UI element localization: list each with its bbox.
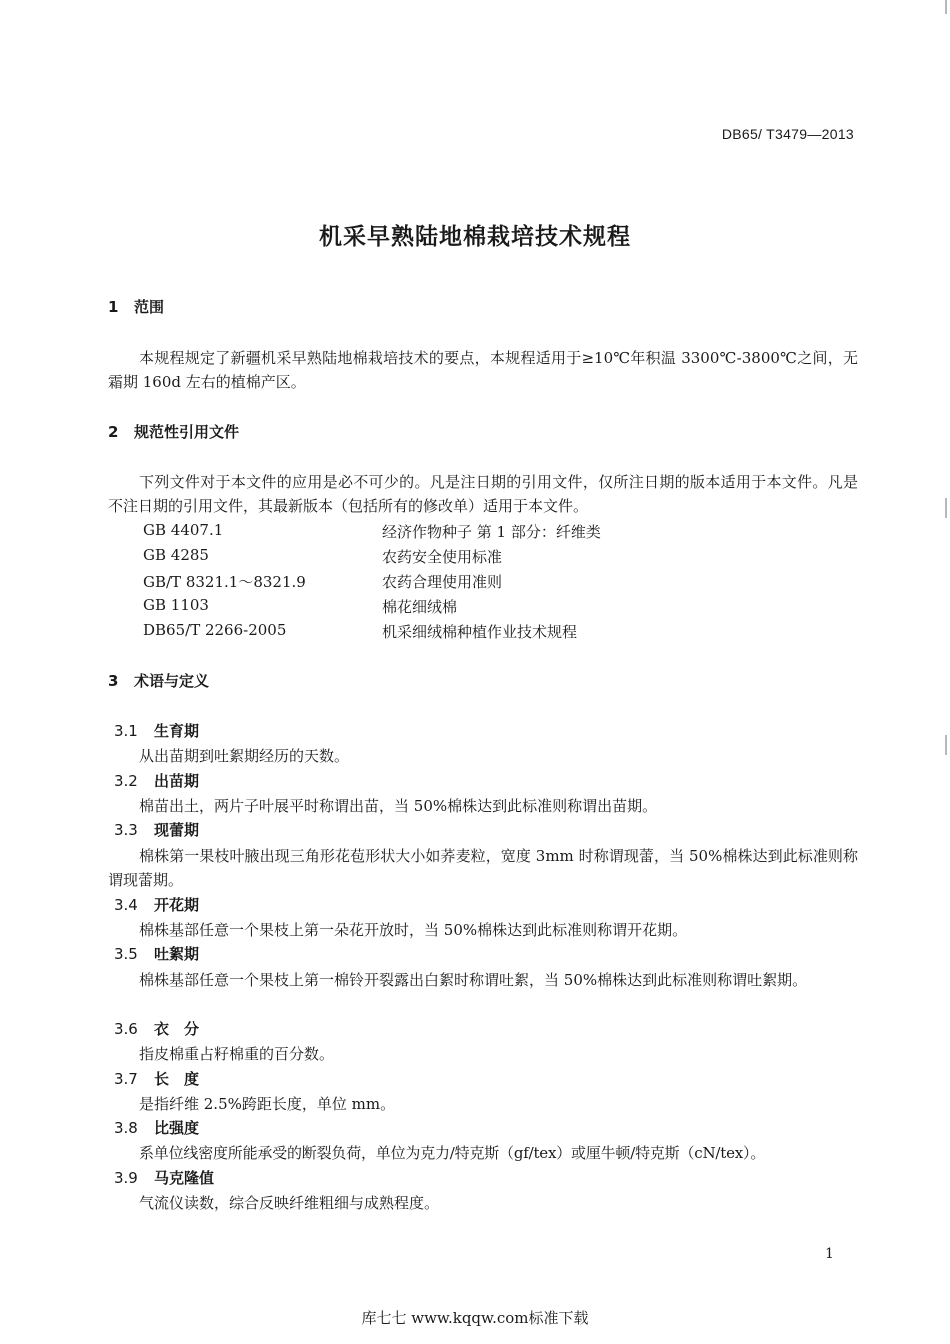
term-name: 现蕾期 <box>154 821 200 839</box>
term-heading <box>114 1167 214 1188</box>
reference-row <box>0 571 950 593</box>
page-title: 机采早熟陆地棉栽培技术规程 <box>319 224 631 250</box>
term-number: 3.1 <box>114 722 138 740</box>
term-name: 衣 分 <box>154 1020 200 1038</box>
reference-code: DB65/T 2266-2005 <box>143 621 287 639</box>
term-definition: 棉株基部任意一个果枝上第一朵花开放时，当 50%棉株达到此标准则称谓开花期。 <box>139 921 688 939</box>
term-definition: 棉株第一果枝叶腋出现三角形花苞形状大小如荞麦粒，宽度 3mm 时称谓现蕾，当 50%棉株达到此标准则称谓现蕾期。 <box>108 847 858 889</box>
term-definition: 棉株基部任意一个果枝上第一棉铃开裂露出白絮时称谓吐絮，当 50%棉株达到此标准则称谓吐絮期。 <box>139 971 808 989</box>
term-number: 3.2 <box>114 772 138 790</box>
scan-edge-mark <box>945 0 947 14</box>
term-definition: 气流仪读数，综合反映纤维粗细与成熟程度。 <box>139 1194 440 1212</box>
term-name: 吐絮期 <box>154 945 200 963</box>
reference-row <box>0 546 950 568</box>
section-number: 1 <box>108 298 119 316</box>
term-definition: 棉苗出土，两片子叶展平时称谓出苗，当 50%棉株达到此标准则称谓出苗期。 <box>139 797 658 815</box>
term-definition: 指皮棉重占籽棉重的百分数。 <box>139 1045 335 1063</box>
section-title: 规范性引用文件 <box>134 423 240 441</box>
term-number: 3.8 <box>114 1119 138 1137</box>
section-number: 3 <box>108 672 119 690</box>
term-heading <box>114 1018 199 1039</box>
reference-row <box>0 596 950 618</box>
term-name: 开花期 <box>154 896 200 914</box>
section-heading-references <box>108 421 239 442</box>
reference-name: 经济作物种子 第 1 部分：纤维类 <box>382 523 601 541</box>
scan-edge-mark <box>945 735 947 755</box>
term-number: 3.7 <box>114 1070 138 1088</box>
section-heading-terms <box>108 670 209 691</box>
term-heading <box>114 943 199 964</box>
reference-row <box>0 621 950 643</box>
term-number: 3.3 <box>114 821 138 839</box>
reference-name: 农药合理使用准则 <box>382 573 503 591</box>
term-heading <box>114 1117 199 1138</box>
term-number: 3.9 <box>114 1169 138 1187</box>
section-title: 术语与定义 <box>134 672 210 690</box>
section-title: 范围 <box>134 298 165 316</box>
scope-paragraph: 本规程规定了新疆机采早熟陆地棉栽培技术的要点，本规程适用于≥10℃年积温 3300℃-3800℃之间，无霜期 160d 左右的植棉产区。 <box>108 349 858 391</box>
reference-code: GB 4407.1 <box>143 521 224 539</box>
term-number: 3.4 <box>114 896 138 914</box>
references-intro: 下列文件对于本文件的应用是必不可少的。凡是注日期的引用文件，仅所注日期的版本适用于本文件。凡是不注日期的引用文件，其最新版本（包括所有的修改单）适用于本文件。 <box>108 473 858 515</box>
reference-name: 农药安全使用标准 <box>382 548 503 566</box>
term-name: 比强度 <box>154 1119 200 1137</box>
term-definition: 从出苗期到吐絮期经历的天数。 <box>139 747 350 765</box>
term-name: 出苗期 <box>154 772 200 790</box>
section-heading-scope <box>108 296 164 317</box>
term-name: 生育期 <box>154 722 200 740</box>
reference-name: 棉花细绒棉 <box>382 598 458 616</box>
term-heading <box>114 770 199 791</box>
term-heading <box>114 720 199 741</box>
document-number: DB65/ T3479—2013 <box>721 126 854 142</box>
term-number: 3.5 <box>114 945 138 963</box>
scan-edge-mark <box>945 498 947 518</box>
term-name: 长 度 <box>154 1070 200 1088</box>
term-heading <box>114 1068 199 1089</box>
footer-watermark: 库七七 www.kqqw.com标准下载 <box>361 1309 589 1327</box>
section-number: 2 <box>108 423 119 441</box>
term-definition: 系单位线密度所能承受的断裂负荷，单位为克力/特克斯（gf/tex）或厘牛顿/特克斯（cN/tex）。 <box>139 1144 766 1162</box>
reference-code: GB 4285 <box>143 546 209 564</box>
reference-name: 机采细绒棉种植作业技术规程 <box>382 623 578 641</box>
term-definition: 是指纤维 2.5%跨距长度，单位 mm。 <box>139 1095 396 1113</box>
term-heading <box>114 819 199 840</box>
term-heading <box>114 894 199 915</box>
reference-code: GB 1103 <box>143 596 209 614</box>
reference-row <box>0 521 950 543</box>
term-number: 3.6 <box>114 1020 138 1038</box>
term-name: 马克隆值 <box>154 1169 215 1187</box>
page-number: 1 <box>825 1246 834 1262</box>
reference-code: GB/T 8321.1～8321.9 <box>143 573 306 591</box>
